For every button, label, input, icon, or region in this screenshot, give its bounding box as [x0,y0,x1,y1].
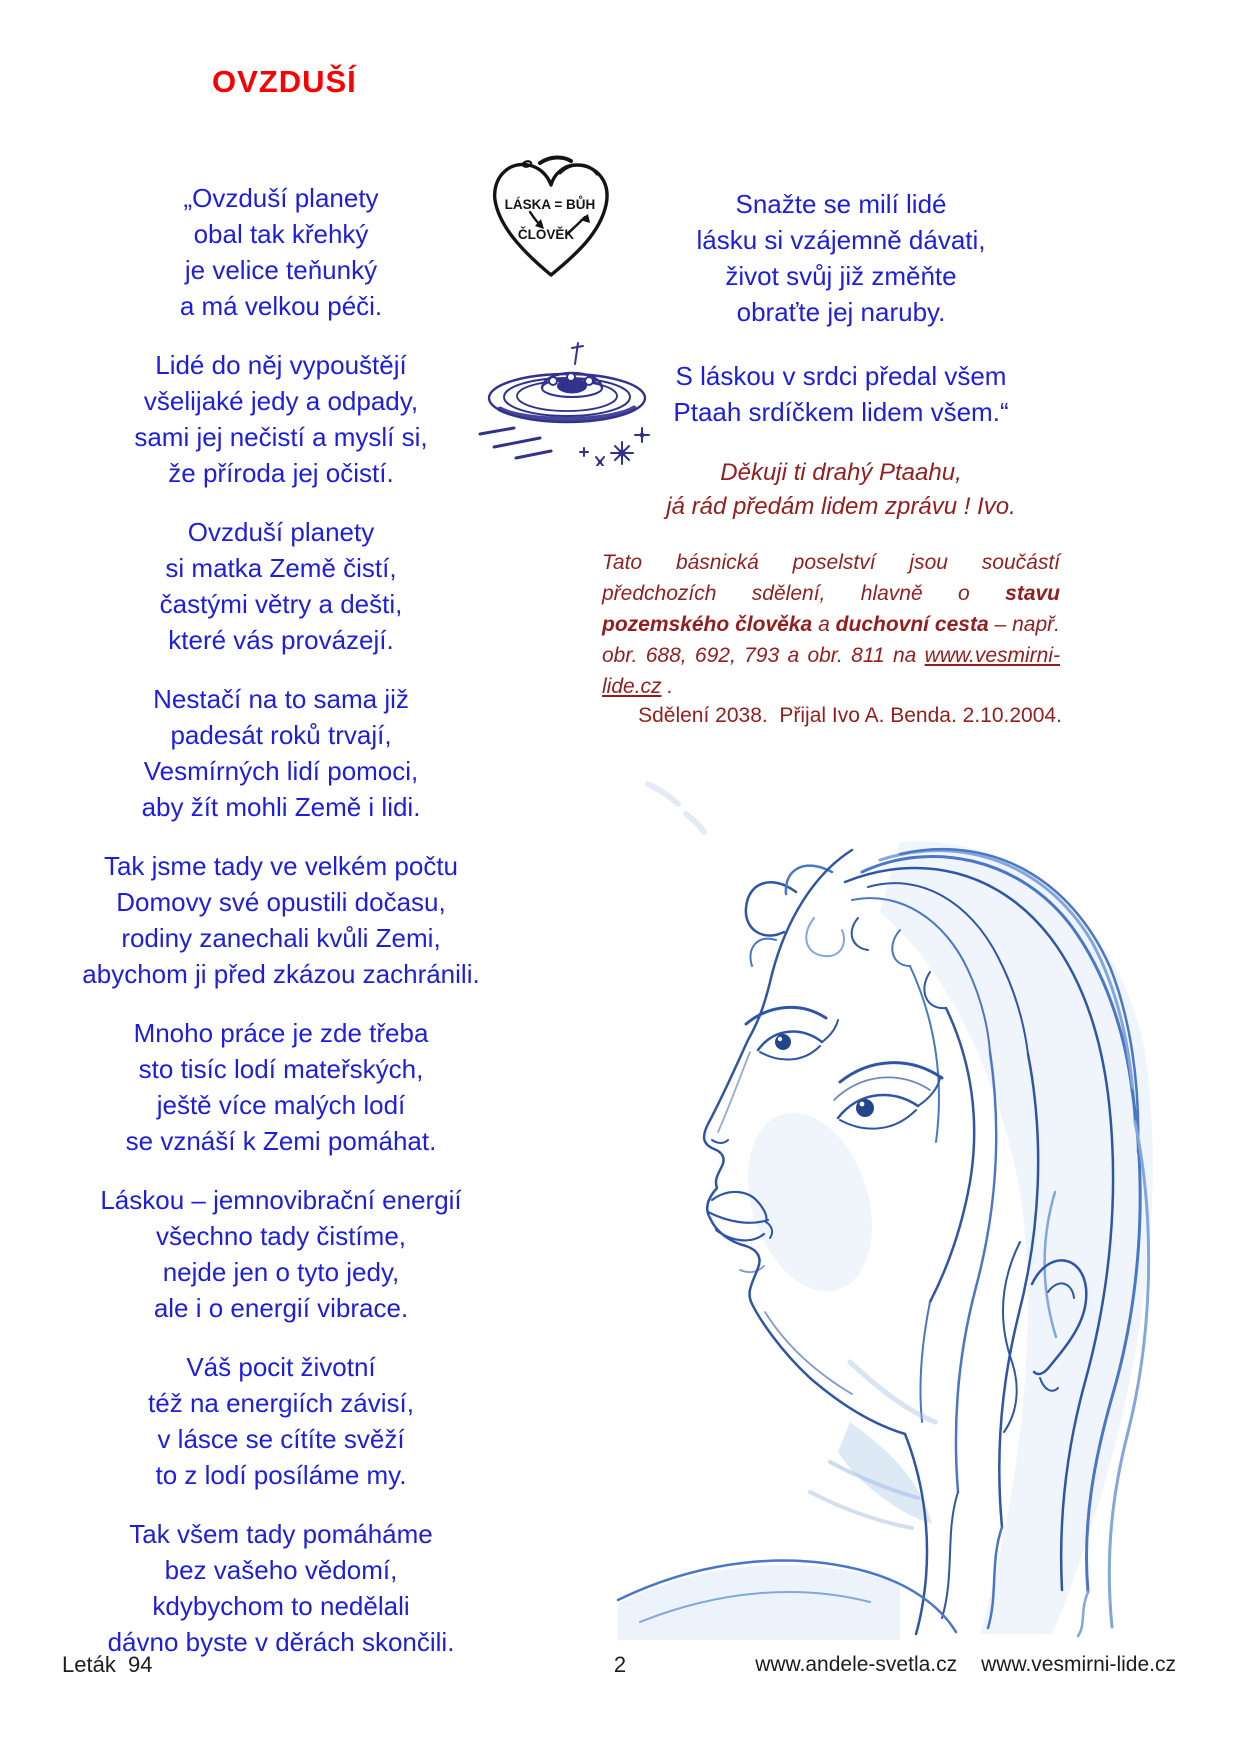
poem-line: Mnoho práce je zde třeba [133,1018,429,1048]
poem-line: Nestačí na to sama již [153,684,409,714]
poem-line: Lidé do něj vypouštějí [155,350,407,380]
vesmirni-lide-link[interactable]: www.vesmirni-lide.cz [602,644,1060,698]
note-text: Tato básnická poselství jsou součástí předchozích sdělení, hlavně o [602,551,1060,605]
poem-stanza-5 [42,848,520,992]
poem-line: kdybychom to nedělali [152,1591,410,1621]
poem-stanza-2 [42,347,520,491]
footer-link-vesmirni-lide: www.vesmirni-lide.cz [981,1653,1176,1676]
note-paragraph [602,547,1060,702]
leaflet-number: Leták 94 [62,1652,153,1677]
poem-line: též na energiích závisí, [148,1388,414,1418]
right-poem-column [598,186,1084,430]
poem-stanza-right-1 [598,186,1084,330]
poem-line: ještě více malých lodí [156,1090,406,1120]
poem-stanza-1 [42,180,520,324]
note-bold-stav: stavu pozemského člověka [602,582,1060,636]
note-text: . [661,675,674,698]
poem-line: všelijaké jedy a odpady, [143,386,419,416]
poem-line: Vesmírných lidí pomoci, [143,756,419,786]
poem-line: v lásce se cítíte svěží [157,1424,405,1454]
poem-line: je velice teňunký [184,255,378,285]
poem-line: ale i o energií vibrace. [153,1293,409,1323]
poem-line: se vznáší k Zemi pomáhat. [125,1126,437,1156]
poem-line: S láskou v srdci předal všem [675,361,1007,391]
poem-line: které vás provázejí. [168,625,394,655]
poem-line: Láskou – jemnovibrační energií [100,1185,462,1215]
poem-stanza-4 [42,681,520,825]
poem-line: rodiny zanechali kvůli Zemi, [121,923,441,953]
poem-line: padesát roků trvají, [170,720,392,750]
poem-line: abychom ji před zkázou zachránili. [82,959,480,989]
note-text: a [812,613,836,636]
poem-stanza-6 [42,1015,520,1159]
thanks-line: já rád předám lidem zprávu ! Ivo. [666,493,1016,520]
poem-line: častými větry a dešti, [159,589,403,619]
poem-line: obal tak křehký [193,219,369,249]
poem-line: „Ovzduší planety [183,183,379,213]
poem-line: aby žít mohli Země i lidi. [141,792,421,822]
poem-line: všechno tady čistíme, [156,1221,406,1251]
poem-line: že příroda jej očistí. [168,458,394,488]
poem-line: dávno byste v děrách skončili. [107,1627,455,1657]
poem-line: sto tisíc lodí mateřských, [138,1054,424,1084]
poem-line: to z lodí posíláme my. [155,1460,407,1490]
heart-text-top: LÁSKA = BŮH [504,197,596,212]
poem-stanza-3 [42,514,520,658]
woman-portrait-drawing [600,722,1165,1642]
poem-line: obraťte jej naruby. [736,297,946,327]
footer-link-andele-svetla: www.andele-svetla.cz [755,1653,958,1676]
receipt-line: Sdělení 2038. Přijal Ivo A. Benda. 2.10.2004. [638,704,1062,727]
poem-line: život svůj již změňte [725,261,957,291]
page-number: 2 [613,1652,627,1677]
thanks-note [598,456,1084,524]
poem-line: Tak všem tady pomáháme [129,1519,433,1549]
poem-line: Tak jsme tady ve velkém počtu [103,851,459,881]
poem-line: a má velkou péči. [179,291,383,321]
poem-line: Domovy své opustili dočasu, [116,887,446,917]
note-bold-cesta: duchovní cesta [835,613,989,636]
note-text: – např. obr. 688, 692, 793 a obr. 811 na [602,613,1060,667]
poem-stanza-9 [42,1516,520,1660]
poem-line: lásku si vzájemně dávati, [696,225,986,255]
page-title: OVZDUŠÍ [212,64,357,99]
poem-line: Ptaah srdíčkem lidem všem.“ [673,397,1009,427]
thanks-line: Děkuji ti drahý Ptaahu, [720,459,962,486]
poem-stanza-7 [42,1182,520,1326]
poem-stanza-8 [42,1349,520,1493]
poem-line: Váš pocit životní [186,1352,376,1382]
poem-line: si matka Země čistí, [165,553,397,583]
poem-stanza-right-2 [598,358,1084,430]
poem-line: bez vašeho vědomí, [164,1555,398,1585]
woman-portrait-sketch [600,722,1165,1642]
poem-line: nejde jen o tyto jedy, [162,1257,400,1287]
heart-text-bottom: ČLOVĚK [517,227,575,242]
poem-line: sami jej nečistí a myslí si, [134,422,428,452]
poem-line: Ovzduší planety [187,517,375,547]
poem-line: Snažte se milí lidé [735,189,947,219]
left-poem-column [42,180,520,1683]
footer-links [755,1653,1176,1677]
